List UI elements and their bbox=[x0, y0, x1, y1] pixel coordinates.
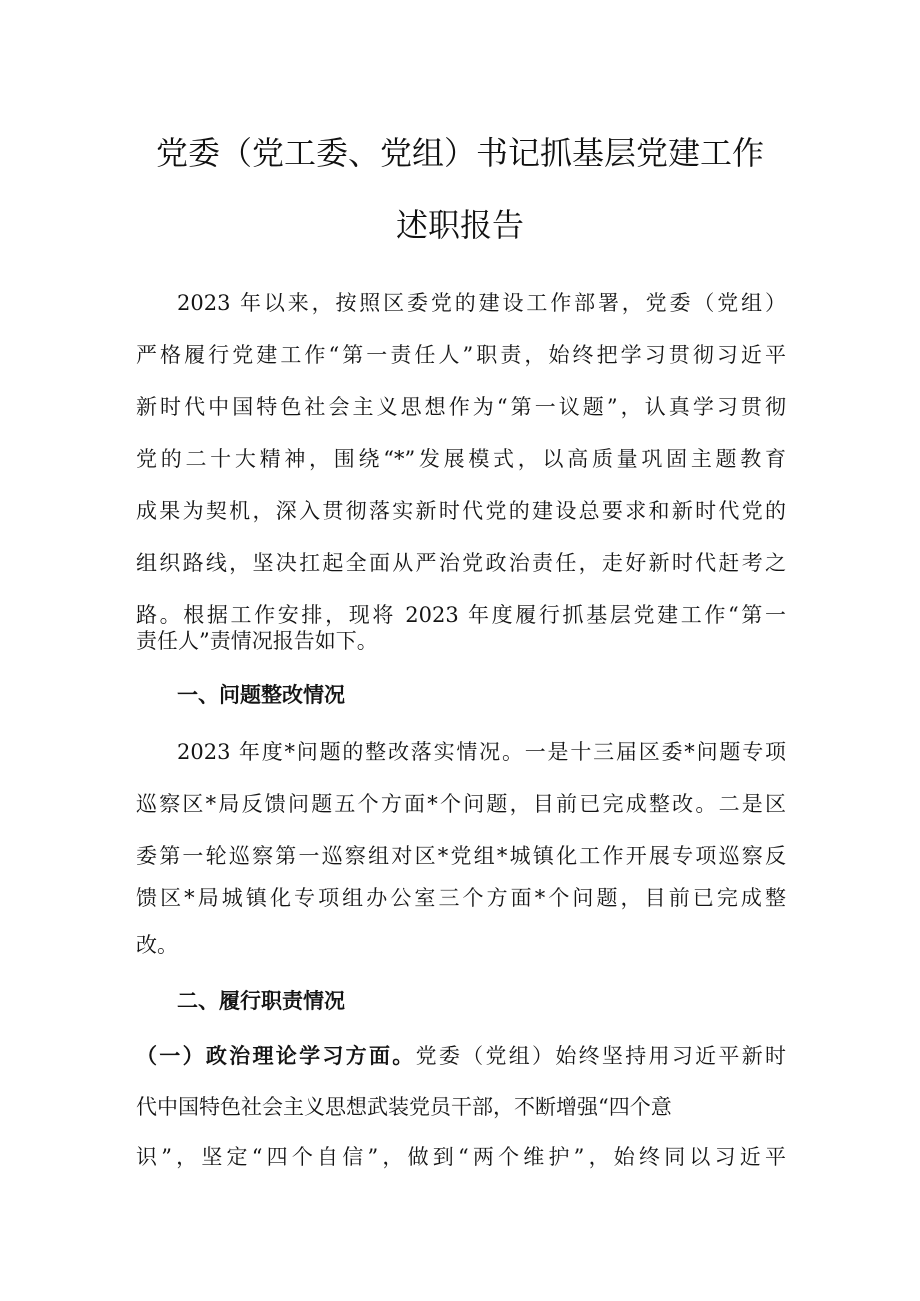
intro-line: 党的二十大精神，围绕“*”发展模式，以高质量巩固主题教育 bbox=[136, 447, 786, 471]
section1-line: 改。 bbox=[136, 933, 178, 957]
section1-line: 委第一轮巡察第一巡察组对区*党组*城镇化工作开展专项巡察反 bbox=[136, 844, 786, 868]
section1-line: 馈区*局城镇化专项组办公室三个方面*个问题，目前已完成整 bbox=[136, 886, 786, 910]
intro-line: 新时代中国特色社会主义思想作为“第一议题”，认真学习贯彻 bbox=[136, 395, 786, 419]
section1-line: 巡察区*局反馈问题五个方面*个问题，目前已完成整改。二是区 bbox=[136, 792, 786, 816]
section1-line: 2023 年度*问题的整改落实情况。一是十三届区委*问题专项 bbox=[177, 740, 786, 764]
document-title-line-2: 述职报告 bbox=[395, 206, 524, 244]
subsection-text: 党委（党组）始终坚持用习近平新时 bbox=[415, 1044, 787, 1068]
section-heading-2: 二、履行职责情况 bbox=[177, 989, 345, 1013]
document-title-line-1: 党委（党工委、党组）书记抓基层党建工作 bbox=[155, 134, 764, 172]
intro-line: 2023 年以来，按照区委党的建设工作部署，党委（党组） bbox=[177, 291, 786, 315]
subsection-lead: （一）政治理论学习方面。 bbox=[136, 1044, 416, 1068]
intro-line: 路。根据工作安排，现将 2023 年度履行抓基层党建工作“第一 bbox=[136, 603, 786, 627]
section2-line: 识”，坚定“四个自信”，做到“两个维护”，始终同以习近平 bbox=[136, 1145, 786, 1169]
section-heading-1: 一、问题整改情况 bbox=[177, 683, 345, 707]
intro-line: 成果为契机，深入贯彻落实新时代党的建设总要求和新时代党的 bbox=[136, 499, 786, 523]
section2-subsection-line bbox=[136, 1039, 786, 1073]
intro-line: 责任人”责情况报告如下。 bbox=[136, 629, 378, 653]
section2-line: 代中国特色社会主义思想武装党员干部，不断增强“四个意 bbox=[136, 1095, 672, 1119]
intro-line: 组织路线，坚决扛起全面从严治党政治责任，走好新时代赶考之 bbox=[136, 551, 786, 575]
intro-line: 严格履行党建工作“第一责任人”职责，始终把学习贯彻习近平 bbox=[136, 343, 786, 367]
